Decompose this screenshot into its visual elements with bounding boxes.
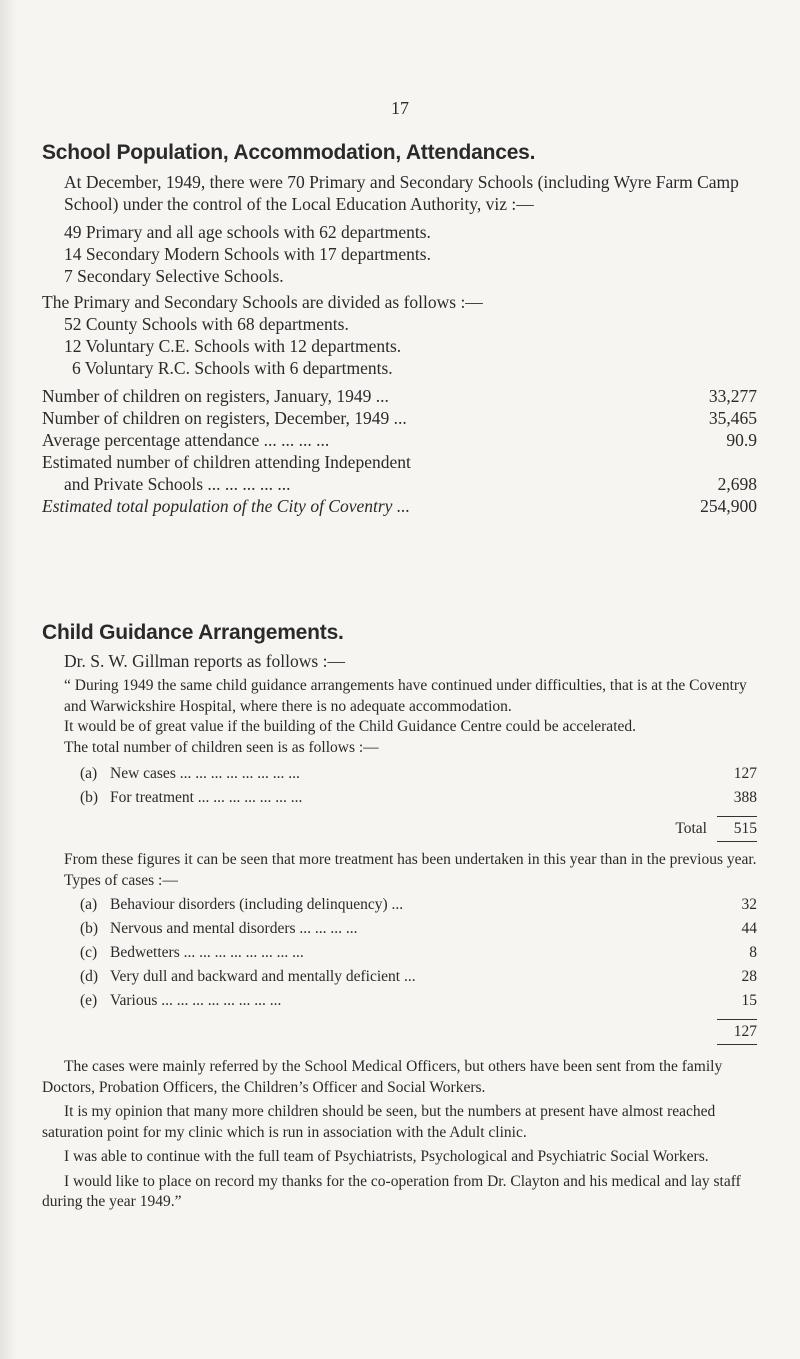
stat-label: Estimated number of children attending Independent xyxy=(42,452,411,472)
row-value: 32 xyxy=(741,896,757,913)
section-title: Child Guidance Arrangements. xyxy=(42,621,344,644)
school-list xyxy=(42,221,757,287)
stat-label: Number of children on registers, December, 1949 ... xyxy=(42,408,407,428)
paragraph: It would be of great value if the building of the Child Guidance Centre could be accelerated. xyxy=(64,718,637,735)
types-table xyxy=(42,893,757,1045)
intro-paragraph: At December, 1949, there were 70 Primary and Secondary Schools (including Wyre Farm Camp School) under the control of the Local Education Authority, viz :— xyxy=(64,172,739,214)
row-value: 28 xyxy=(741,968,757,985)
stat-value: 254,900 xyxy=(700,496,757,516)
section-child-guidance xyxy=(42,621,757,1213)
row-key: (e) xyxy=(80,992,98,1009)
page-number: 17 xyxy=(391,98,409,118)
list-item: 14 Secondary Modern Schools with 17 departments. xyxy=(64,244,431,264)
row-value: 127 xyxy=(733,765,757,782)
row-value: 15 xyxy=(741,992,757,1009)
list-item: 12 Voluntary C.E. Schools with 12 departments. xyxy=(64,336,402,356)
stat-value: 90.9 xyxy=(726,430,757,450)
total-row xyxy=(80,817,757,841)
row-key: (b) xyxy=(80,920,99,937)
table-row xyxy=(42,385,757,407)
row-value: 388 xyxy=(733,789,757,806)
paragraph: The total number of children seen is as follows :— xyxy=(64,738,379,756)
row-label: Various ... ... ... ... ... ... ... ... xyxy=(110,992,282,1009)
total-value: 127 xyxy=(733,1023,757,1040)
section-school-population xyxy=(42,141,757,517)
row-label: Very dull and backward and mentally deficient ... xyxy=(110,968,416,985)
table-row xyxy=(42,451,757,473)
table-row xyxy=(80,941,757,965)
row-value: 44 xyxy=(741,920,757,937)
row-label: Behaviour disorders (including delinquency) ... xyxy=(110,896,404,913)
stat-value: 33,277 xyxy=(708,386,757,406)
divider xyxy=(717,1044,757,1045)
paragraph: I would like to place on record my thanks for the co-operation from Dr. Clayton and his medical and lay staff during the year 1949.” xyxy=(42,1172,741,1210)
row-label: New cases ... ... ... ... ... ... ... ... xyxy=(110,765,300,782)
row-key: (b) xyxy=(80,789,99,806)
paragraph: “ During 1949 the same child guidance arrangements have continued under difficulties, that is at the Coventry and Warwickshire Hospital, where there is no adequate accommodation. xyxy=(64,677,747,715)
list-item: 52 County Schools with 68 departments. xyxy=(64,314,349,334)
section-title: School Population, Accommodation, Attendances. xyxy=(42,141,536,164)
divider xyxy=(717,841,757,842)
row-label: Bedwetters ... ... ... ... ... ... ... ... xyxy=(110,944,304,961)
divided-paragraph: The Primary and Secondary Schools are divided as follows :— xyxy=(42,292,483,312)
paragraph: From these figures it can be seen that more treatment has been undertaken in this year than in the previous year. xyxy=(64,851,757,868)
paragraph: It is my opinion that many more children should be seen, but the numbers at present have almost reached saturation point for my clinic which is run in association with the Adult clinic. xyxy=(42,1103,716,1141)
row-label: Nervous and mental disorders ... ... ... ... xyxy=(110,920,358,937)
paragraph: I was able to continue with the full team of Psychiatrists, Psychological and Psychiatric Social Workers. xyxy=(64,1148,709,1165)
stat-value: 35,465 xyxy=(708,408,757,428)
total-label: Total xyxy=(675,820,707,837)
division-list xyxy=(42,313,757,379)
paragraph: Types of cases :— xyxy=(64,871,178,889)
table-row xyxy=(42,473,757,495)
row-key: (d) xyxy=(80,968,99,985)
table-row xyxy=(80,989,757,1013)
total-row xyxy=(80,1020,757,1044)
row-key: (a) xyxy=(80,765,98,782)
table-row xyxy=(80,965,757,989)
total-value: 515 xyxy=(733,820,757,837)
stat-label: Estimated total population of the City of Coventry ... xyxy=(42,496,410,516)
page-edge-shadow xyxy=(0,0,16,1359)
children-seen-table xyxy=(42,762,757,842)
stat-label: Average percentage attendance ... ... ... ... xyxy=(42,430,330,450)
stat-value: 2,698 xyxy=(717,474,757,494)
stats-table xyxy=(42,385,757,517)
table-row xyxy=(80,762,757,786)
row-value: 8 xyxy=(749,944,757,961)
table-row xyxy=(42,495,757,517)
table-row xyxy=(80,917,757,941)
list-item: 7 Secondary Selective Schools. xyxy=(64,266,284,286)
list-item: 6 Voluntary R.C. Schools with 6 departments. xyxy=(72,358,393,378)
row-key: (a) xyxy=(80,896,98,913)
row-key: (c) xyxy=(80,944,98,961)
stat-label: Number of children on registers, January, 1949 ... xyxy=(42,386,389,406)
list-item: 49 Primary and all age schools with 62 departments. xyxy=(64,222,431,242)
row-label: For treatment ... ... ... ... ... ... ... xyxy=(110,789,303,806)
stat-label: and Private Schools ... ... ... ... ... xyxy=(64,474,291,494)
table-row xyxy=(42,407,757,429)
table-row xyxy=(42,429,757,451)
paragraph: The cases were mainly referred by the School Medical Officers, but others have been sent from the family Doctors, Probation Officers, the Children’s Officer and Social Workers. xyxy=(42,1058,723,1096)
reporter-line: Dr. S. W. Gillman reports as follows :— xyxy=(64,651,345,671)
table-row xyxy=(80,893,757,917)
table-row xyxy=(80,786,757,810)
